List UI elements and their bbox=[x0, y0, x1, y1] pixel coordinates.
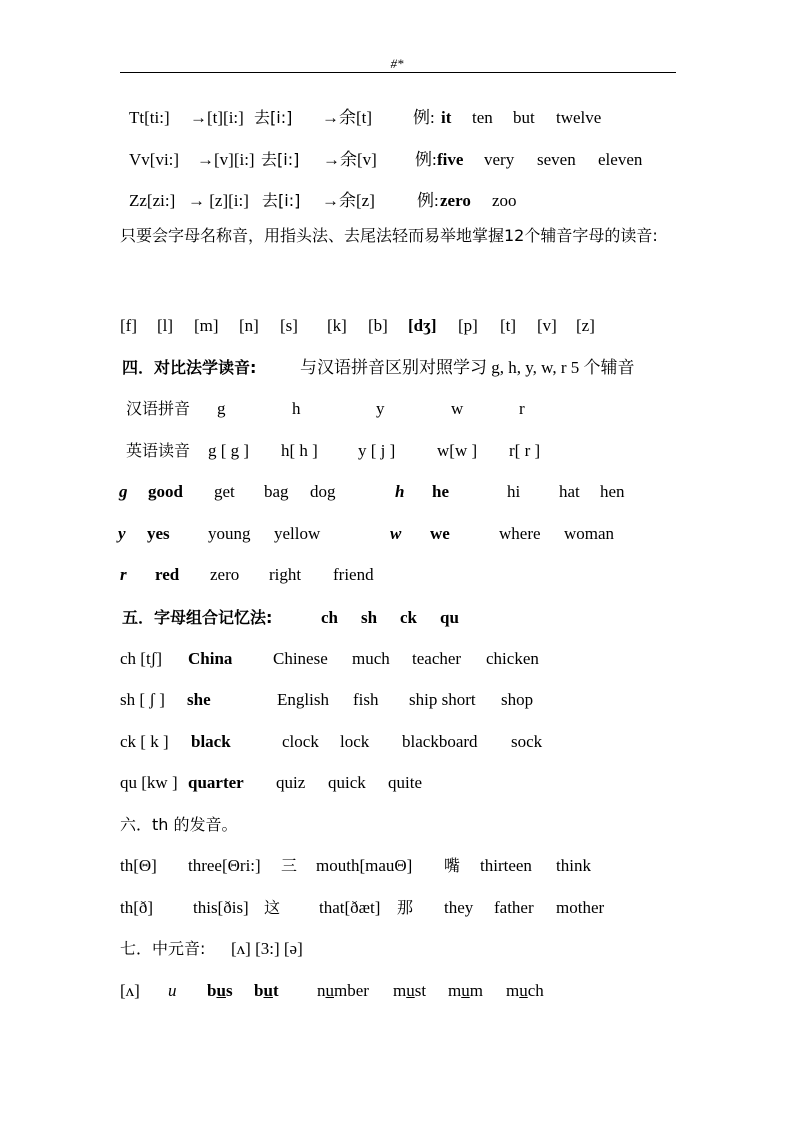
text-span: hat bbox=[559, 482, 580, 501]
text-span: 去[i:] bbox=[261, 150, 300, 169]
text-span: quiz bbox=[276, 773, 306, 792]
word-part: m bbox=[448, 981, 462, 1000]
text-span: he bbox=[432, 482, 449, 501]
underlined-vowel: u bbox=[519, 981, 528, 1000]
text-span: → [z][i:] bbox=[188, 191, 249, 210]
text-span: English bbox=[277, 690, 329, 709]
text-span: red bbox=[155, 565, 180, 584]
word-part: m bbox=[393, 981, 407, 1000]
text-span: 例: bbox=[417, 191, 439, 210]
text-span: Chinese bbox=[273, 649, 328, 668]
text-span: 去[i:] bbox=[262, 191, 301, 210]
text-span: five bbox=[437, 150, 464, 169]
word-part: ch bbox=[527, 981, 544, 1000]
text-span: 与汉语拼音区别对照学习 g, h, y, w, r 5 个辅音 bbox=[300, 358, 635, 377]
text-span: [k] bbox=[327, 316, 347, 335]
underlined-vowel: u bbox=[325, 981, 334, 1000]
word-part: m bbox=[469, 981, 483, 1000]
text-span: teacher bbox=[412, 649, 462, 668]
text-span: →余[v] bbox=[323, 150, 377, 169]
text-span: →余[z] bbox=[322, 191, 375, 210]
text-span: sh [ ʃ ] bbox=[120, 690, 165, 709]
text-span: ship short bbox=[409, 690, 476, 709]
underlined-vowel: u bbox=[461, 981, 470, 1000]
text-span: 四．对比法学读音: bbox=[122, 358, 257, 377]
text-span: three[Θri:] bbox=[188, 856, 261, 875]
text-span: zero bbox=[440, 191, 471, 210]
text-span: Zz[zi:] bbox=[129, 191, 176, 210]
text-span: th[ð] bbox=[120, 898, 154, 917]
text-span: sock bbox=[511, 732, 543, 751]
text-span: quite bbox=[388, 773, 422, 792]
text-span: think bbox=[556, 856, 591, 875]
text-span bbox=[506, 979, 544, 1003]
text-span: sh bbox=[361, 608, 378, 627]
text-span: [p] bbox=[458, 316, 478, 335]
text-span: blackboard bbox=[402, 732, 478, 751]
text-span: 七．中元音: bbox=[120, 939, 206, 958]
text-span: [ʌ] bbox=[120, 981, 140, 1000]
text-span: eleven bbox=[598, 150, 643, 169]
text-span: quarter bbox=[188, 773, 244, 792]
text-span: r bbox=[120, 565, 127, 584]
text-span: [n] bbox=[239, 316, 259, 335]
text-span: zero bbox=[210, 565, 240, 584]
text-span: zoo bbox=[492, 191, 517, 210]
text-span: it bbox=[441, 108, 452, 127]
text-span: g bbox=[119, 482, 128, 501]
text-span: twelve bbox=[556, 108, 602, 127]
underlined-vowel: u bbox=[406, 981, 415, 1000]
text-span: 这 bbox=[264, 898, 281, 917]
text-span: r bbox=[519, 399, 525, 418]
text-span: mouth[mauΘ] bbox=[316, 856, 413, 875]
text-span: y bbox=[376, 399, 385, 418]
text-span: g [ g ] bbox=[208, 441, 250, 460]
text-span: h[ h ] bbox=[281, 441, 318, 460]
text-span: fish bbox=[353, 690, 379, 709]
text-span: yes bbox=[147, 524, 170, 543]
word-part: b bbox=[254, 981, 264, 1000]
text-span: ten bbox=[472, 108, 493, 127]
word-part: m bbox=[506, 981, 520, 1000]
text-span: we bbox=[430, 524, 450, 543]
text-span: u bbox=[168, 981, 177, 1000]
word-part: mber bbox=[334, 981, 369, 1000]
text-span: [v] bbox=[537, 316, 557, 335]
text-span: hen bbox=[600, 482, 625, 501]
text-span: 去[i:] bbox=[254, 108, 293, 127]
text-span: [b] bbox=[368, 316, 388, 335]
text-span: where bbox=[499, 524, 541, 543]
text-span: y [ j ] bbox=[358, 441, 396, 460]
text-span: th[Θ] bbox=[120, 856, 157, 875]
text-span: hi bbox=[507, 482, 521, 501]
text-span: w bbox=[390, 524, 402, 543]
text-span: bag bbox=[264, 482, 289, 501]
text-span: chicken bbox=[486, 649, 539, 668]
text-span: black bbox=[191, 732, 231, 751]
text-span: but bbox=[513, 108, 535, 127]
text-span: →余[t] bbox=[322, 108, 373, 127]
text-span: ch bbox=[321, 608, 338, 627]
text-span: qu bbox=[440, 608, 459, 627]
text-span: →[v][i:] bbox=[197, 150, 255, 169]
text-span: w[w ] bbox=[437, 441, 478, 460]
text-span: she bbox=[187, 690, 211, 709]
text-span bbox=[317, 979, 369, 1003]
text-span: woman bbox=[564, 524, 615, 543]
text-span bbox=[254, 979, 279, 1003]
text-span: ch [tʃ] bbox=[120, 649, 163, 668]
word-part: st bbox=[414, 981, 427, 1000]
text-span: ck [ k ] bbox=[120, 732, 169, 751]
word-part: b bbox=[207, 981, 217, 1000]
text-span: [f] bbox=[120, 316, 137, 335]
text-span: g bbox=[217, 399, 226, 418]
text-span: friend bbox=[333, 565, 374, 584]
text-span: right bbox=[269, 565, 302, 584]
text-span: →[t][i:] bbox=[190, 108, 244, 127]
text-span: [z] bbox=[576, 316, 595, 335]
text-span bbox=[393, 979, 426, 1003]
text-span: [m] bbox=[194, 316, 219, 335]
text-span: seven bbox=[537, 150, 576, 169]
text-span: young bbox=[208, 524, 251, 543]
text-span: [l] bbox=[157, 316, 174, 335]
text-span: very bbox=[484, 150, 515, 169]
text-span: quick bbox=[328, 773, 366, 792]
text-span: father bbox=[494, 898, 534, 917]
text-span: much bbox=[352, 649, 390, 668]
text-span: that[ðæt] bbox=[319, 898, 381, 917]
page-header: #* bbox=[390, 56, 404, 71]
text-span: h bbox=[292, 399, 301, 418]
text-span: Tt[ti:] bbox=[129, 108, 170, 127]
text-span: 汉语拼音 bbox=[126, 399, 191, 418]
underlined-vowel: u bbox=[263, 981, 273, 1000]
text-span: [dʒ] bbox=[408, 316, 437, 335]
text-span: China bbox=[188, 649, 233, 668]
underlined-vowel: u bbox=[216, 981, 226, 1000]
text-span: mother bbox=[556, 898, 605, 917]
text-span: they bbox=[444, 898, 474, 917]
text-span: this[ðis] bbox=[193, 898, 249, 917]
text-span: [t] bbox=[500, 316, 517, 335]
text-span: lock bbox=[340, 732, 370, 751]
text-span: Vv[vi:] bbox=[129, 150, 180, 169]
text-span: yellow bbox=[274, 524, 321, 543]
text-span: 英语读音 bbox=[126, 441, 191, 460]
word-part: s bbox=[225, 981, 233, 1000]
text-span: qu [kw ] bbox=[120, 773, 178, 792]
text-span: 例: bbox=[413, 108, 435, 127]
text-span: 五．字母组合记忆法: bbox=[122, 608, 273, 627]
text-span: w bbox=[451, 399, 464, 418]
text-span bbox=[207, 979, 233, 1003]
text-span: clock bbox=[282, 732, 319, 751]
text-span: r[ r ] bbox=[509, 441, 541, 460]
text-span: ck bbox=[400, 608, 417, 627]
text-span: [ʌ] [3:] [ə] bbox=[231, 939, 303, 958]
text-span: 例: bbox=[415, 150, 437, 169]
text-span: 六．th 的发音。 bbox=[120, 815, 238, 834]
paragraph-letter-sounds: 只要会字母名称音，用指头法、去尾法轻而易举地掌握12个辅音字母的读音: bbox=[120, 226, 658, 245]
word-part: n bbox=[317, 981, 326, 1000]
text-span: shop bbox=[501, 690, 534, 709]
word-part: t bbox=[272, 981, 279, 1000]
text-span: 那 bbox=[397, 898, 414, 917]
text-span: h bbox=[395, 482, 405, 501]
text-span: thirteen bbox=[480, 856, 532, 875]
text-span: good bbox=[148, 482, 183, 501]
text-span: y bbox=[118, 524, 126, 543]
text-span: 三 bbox=[281, 856, 298, 875]
text-span: [s] bbox=[280, 316, 298, 335]
text-span: dog bbox=[310, 482, 336, 501]
text-span: get bbox=[214, 482, 235, 501]
header-rule bbox=[120, 72, 676, 73]
text-span bbox=[448, 979, 483, 1003]
text-span: 嘴 bbox=[444, 856, 461, 875]
